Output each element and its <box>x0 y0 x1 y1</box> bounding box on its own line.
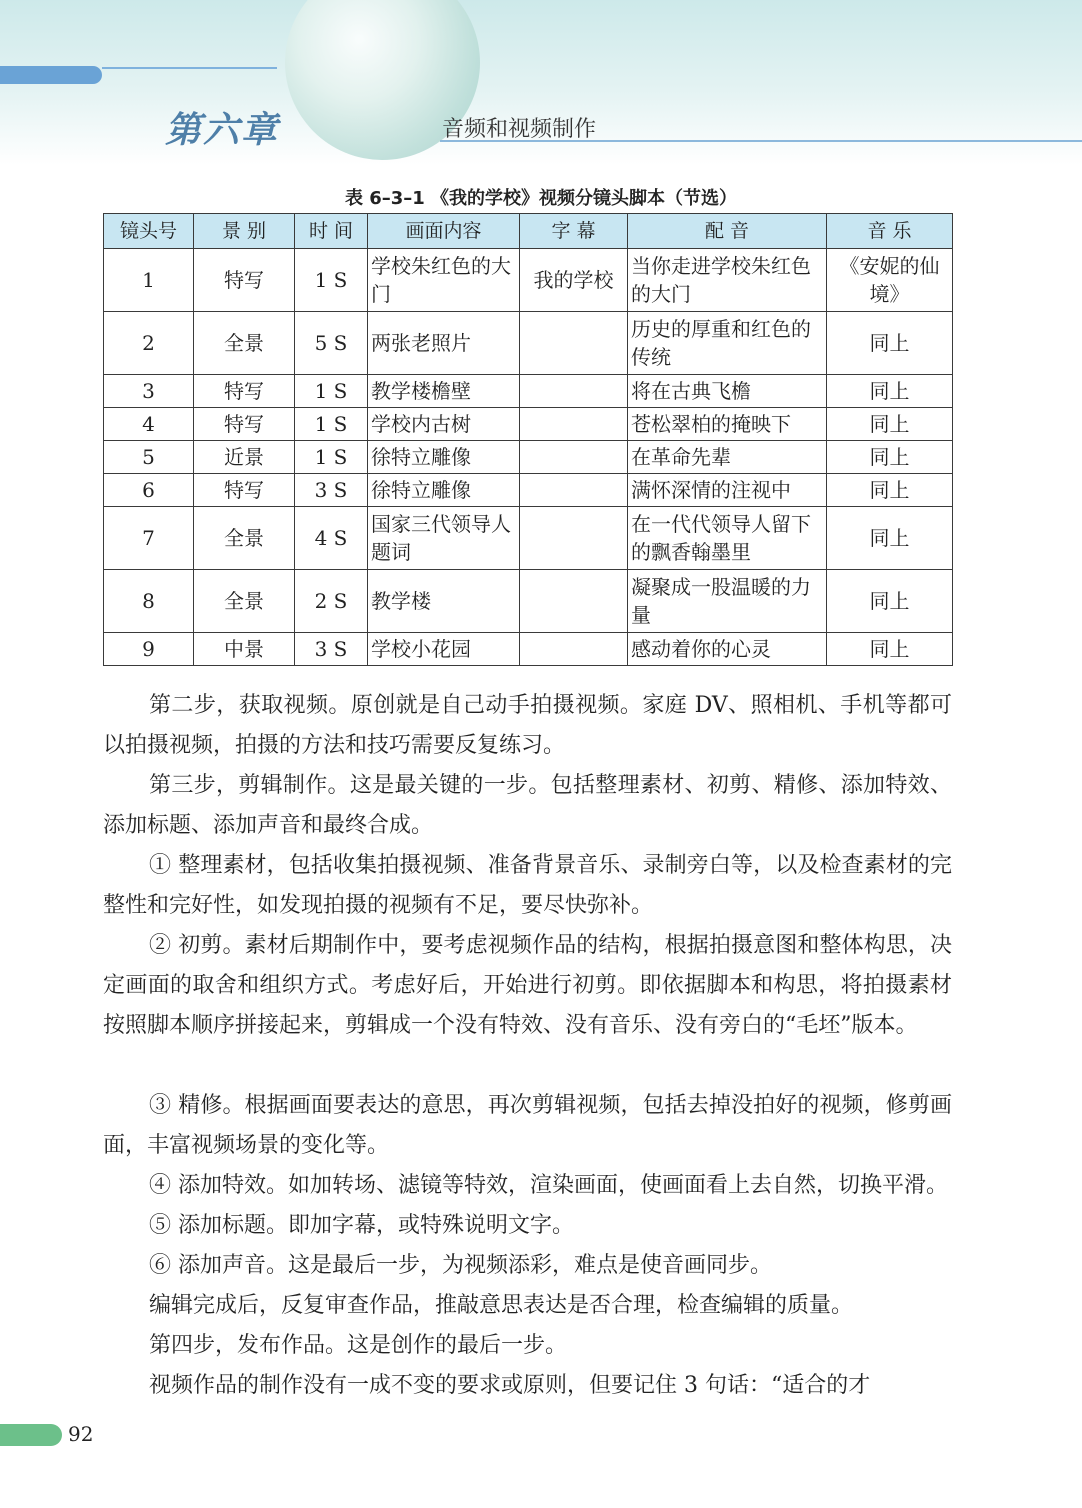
cell-scene-content: 学校小花园 <box>368 633 520 666</box>
cell-shot-number: 4 <box>104 408 194 441</box>
cell-music: 同上 <box>827 312 953 375</box>
header-scene-content: 画面内容 <box>368 214 520 249</box>
cell-shot-type: 特写 <box>194 249 295 312</box>
header-rule <box>102 67 277 69</box>
cell-shot-type: 近景 <box>194 441 295 474</box>
cell-scene-content: 徐特立雕像 <box>368 441 520 474</box>
table-row <box>104 441 953 474</box>
cell-scene-content: 学校朱红色的大门 <box>368 249 520 312</box>
cell-duration: 1 S <box>295 375 368 408</box>
table-header-row <box>104 214 953 249</box>
cell-scene-content: 国家三代领导人题词 <box>368 507 520 570</box>
cell-subtitle <box>520 312 628 375</box>
cell-duration: 2 S <box>295 570 368 633</box>
paragraph-step-2: 第二步，获取视频。原创就是自己动手拍摄视频。家庭 DV、照相机、手机等都可以拍摄视频，拍摄的方法和技巧需要反复练习。 <box>103 693 952 758</box>
cell-music: 同上 <box>827 570 953 633</box>
cell-duration: 4 S <box>295 507 368 570</box>
cell-subtitle <box>520 633 628 666</box>
cell-shot-number: 6 <box>104 474 194 507</box>
cell-shot-number: 1 <box>104 249 194 312</box>
storyboard-table <box>103 213 953 666</box>
cell-music: 同上 <box>827 507 953 570</box>
table-row <box>104 507 953 570</box>
cell-duration: 3 S <box>295 474 368 507</box>
cell-scene-content: 教学楼檐壁 <box>368 375 520 408</box>
header-subtitle: 字 幕 <box>520 214 628 249</box>
table-row <box>104 249 953 312</box>
cell-shot-type: 特写 <box>194 408 295 441</box>
cell-duration: 1 S <box>295 249 368 312</box>
cell-music: 《安妮的仙境》 <box>827 249 953 312</box>
table-row <box>104 633 953 666</box>
cell-scene-content: 两张老照片 <box>368 312 520 375</box>
cell-music: 同上 <box>827 408 953 441</box>
cell-shot-type: 特写 <box>194 375 295 408</box>
cell-shot-number: 2 <box>104 312 194 375</box>
cell-duration: 1 S <box>295 441 368 474</box>
cell-subtitle <box>520 408 628 441</box>
header-shot-number: 镜头号 <box>104 214 194 249</box>
cell-shot-type: 全景 <box>194 507 295 570</box>
paragraph-add-sound: ⑥ 添加声音。这是最后一步，为视频添彩，难点是使音画同步。 <box>149 1253 772 1278</box>
cell-shot-number: 7 <box>104 507 194 570</box>
table-row <box>104 375 953 408</box>
cell-scene-content: 学校内古树 <box>368 408 520 441</box>
paragraph-organize-materials: ① 整理素材，包括收集拍摄视频、准备背景音乐、录制旁白等，以及检查素材的完整性和完好性，如发现拍摄的视频有不足，要尽快弥补。 <box>103 853 952 918</box>
paragraph-step-3: 第三步，剪辑制作。这是最关键的一步。包括整理素材、初剪、精修、添加特效、添加标题、添加声音和最终合成。 <box>103 773 952 838</box>
cell-voiceover: 当你走进学校朱红色的大门 <box>628 249 827 312</box>
cell-shot-number: 5 <box>104 441 194 474</box>
cell-voiceover: 历史的厚重和红色的传统 <box>628 312 827 375</box>
cell-voiceover: 在革命先辈 <box>628 441 827 474</box>
cell-subtitle <box>520 441 628 474</box>
cell-subtitle <box>520 570 628 633</box>
cell-voiceover: 将在古典飞檐 <box>628 375 827 408</box>
cell-voiceover: 苍松翠柏的掩映下 <box>628 408 827 441</box>
header-tab-decoration <box>0 66 102 84</box>
cell-voiceover: 感动着你的心灵 <box>628 633 827 666</box>
cell-shot-type: 全景 <box>194 570 295 633</box>
cell-voiceover: 满怀深情的注视中 <box>628 474 827 507</box>
cell-music: 同上 <box>827 633 953 666</box>
table-row <box>104 474 953 507</box>
header-voiceover: 配 音 <box>628 214 827 249</box>
table-caption: 表 6–3–1 《我的学校》视频分镜头脚本（节选） <box>344 188 738 209</box>
paragraph-step-4: 第四步，发布作品。这是创作的最后一步。 <box>149 1333 568 1358</box>
cell-subtitle <box>520 474 628 507</box>
cell-duration: 5 S <box>295 312 368 375</box>
header-shot-type: 景 别 <box>194 214 295 249</box>
cell-subtitle <box>520 375 628 408</box>
header-music: 音 乐 <box>827 214 953 249</box>
cell-shot-number: 9 <box>104 633 194 666</box>
table-row <box>104 312 953 375</box>
paragraph-rough-cut: ② 初剪。素材后期制作中，要考虑视频作品的结构，根据拍摄意图和整体构思，决定画面的取舍和组织方式。考虑好后，开始进行初剪。即依据脚本和构思，将拍摄素材按照脚本顺序拼接起来，剪辑成一个没有特效、没有音乐、没有旁白的“毛坯”版本。 <box>103 933 952 1038</box>
paragraph-fine-cut: ③ 精修。根据画面要表达的意思，再次剪辑视频，包括去掉没拍好的视频，修剪画面，丰富视频场景的变化等。 <box>103 1093 952 1158</box>
table-row <box>104 408 953 441</box>
paragraph-review: 编辑完成后，反复审查作品，推敲意思表达是否合理，检查编辑的质量。 <box>149 1293 854 1318</box>
cell-music: 同上 <box>827 441 953 474</box>
cell-shot-number: 8 <box>104 570 194 633</box>
cell-voiceover: 凝聚成一股温暖的力量 <box>628 570 827 633</box>
cell-shot-type: 中景 <box>194 633 295 666</box>
cell-shot-number: 3 <box>104 375 194 408</box>
cell-duration: 1 S <box>295 408 368 441</box>
paragraph-add-titles: ⑤ 添加标题。即加字幕，或特殊说明文字。 <box>149 1213 574 1238</box>
page-number-tab <box>0 1424 62 1446</box>
cell-voiceover: 在一代代领导人留下的飘香翰墨里 <box>628 507 827 570</box>
header-duration: 时 间 <box>295 214 368 249</box>
cell-music: 同上 <box>827 375 953 408</box>
chapter-label: 第六章 <box>165 109 280 151</box>
cell-shot-type: 特写 <box>194 474 295 507</box>
cell-music: 同上 <box>827 474 953 507</box>
page-number: 92 <box>68 1422 94 1446</box>
cell-subtitle: 我的学校 <box>520 249 628 312</box>
paragraph-add-effects: ④ 添加特效。如加转场、滤镜等特效，渲染画面，使画面看上去自然，切换平滑。 <box>149 1173 948 1198</box>
table-row <box>104 570 953 633</box>
cell-subtitle <box>520 507 628 570</box>
cell-shot-type: 全景 <box>194 312 295 375</box>
chapter-title: 音频和视频制作 <box>442 117 597 142</box>
cell-scene-content: 徐特立雕像 <box>368 474 520 507</box>
cell-scene-content: 教学楼 <box>368 570 520 633</box>
cell-duration: 3 S <box>295 633 368 666</box>
paragraph-principles: 视频作品的制作没有一成不变的要求或原则，但要记住 3 句话：“适合的才 <box>149 1373 871 1398</box>
